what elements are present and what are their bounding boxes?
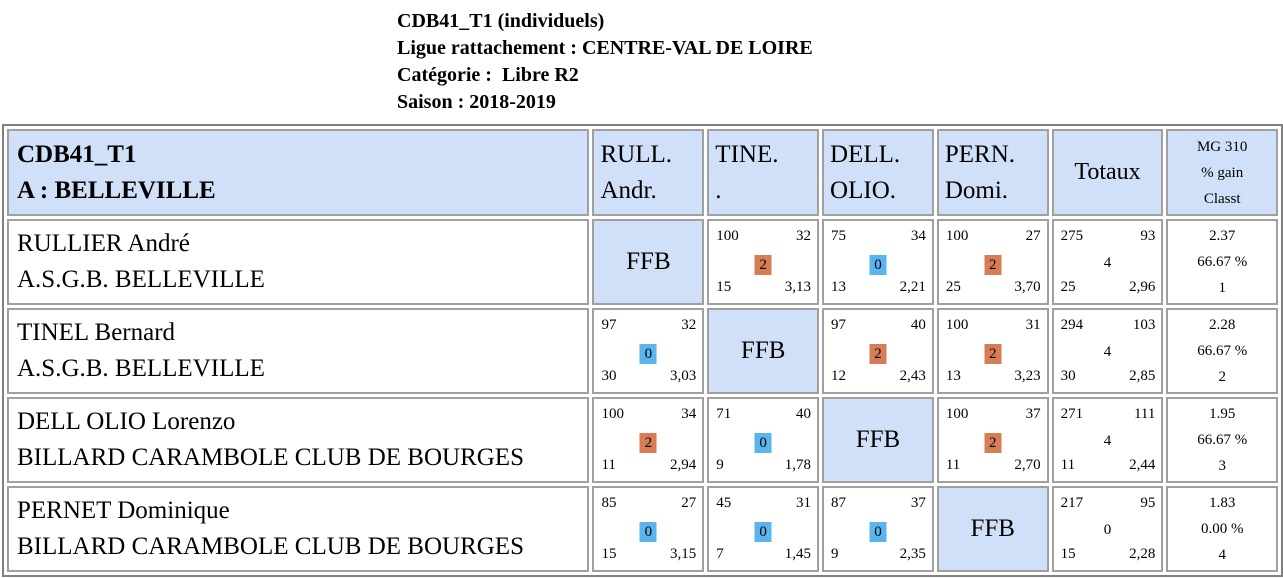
totals-average: 2,85 bbox=[1129, 368, 1156, 384]
totals-points: 217 bbox=[1060, 495, 1084, 511]
ffb-cell: FFB bbox=[937, 486, 1049, 572]
totals-cell bbox=[1052, 397, 1164, 483]
match-points-badge: 2 bbox=[984, 433, 1001, 453]
totals-points: 294 bbox=[1060, 317, 1084, 333]
match-average: 2,35 bbox=[899, 546, 926, 562]
column-header-line2: Andr. bbox=[600, 176, 657, 204]
match-innings: 37 bbox=[1025, 406, 1041, 422]
win-percentage: 66.67 % bbox=[1197, 254, 1248, 270]
table-header-row bbox=[7, 129, 1278, 216]
match-average: 3,13 bbox=[784, 279, 812, 295]
table-row bbox=[7, 219, 1278, 305]
match-cell bbox=[937, 397, 1049, 483]
match-points-scored: 100 bbox=[945, 317, 969, 333]
general-average: 2.37 bbox=[1209, 228, 1236, 244]
match-average: 1,78 bbox=[784, 457, 812, 473]
ranking: 3 bbox=[1218, 458, 1226, 474]
totals-cell bbox=[1052, 219, 1164, 305]
match-best-series: 11 bbox=[945, 457, 961, 473]
match-best-series: 12 bbox=[831, 368, 847, 384]
category-line: Catégorie : Libre R2 bbox=[397, 64, 579, 86]
player-cell bbox=[7, 308, 589, 394]
totals-best-series: 25 bbox=[1060, 279, 1076, 295]
totals-cell bbox=[1052, 308, 1164, 394]
ffb-cell: FFB bbox=[822, 397, 934, 483]
totals-match-points: 4 bbox=[1103, 433, 1112, 449]
player-name: PERNET Dominique bbox=[17, 497, 230, 524]
match-points-scored: 85 bbox=[601, 495, 617, 511]
stats-cell bbox=[1166, 308, 1278, 394]
match-best-series: 15 bbox=[716, 279, 732, 295]
player-club: BILLARD CARAMBOLE CLUB DE BOURGES bbox=[17, 533, 524, 560]
match-points-scored: 100 bbox=[945, 228, 969, 244]
match-innings: 40 bbox=[910, 317, 926, 333]
player-name: RULLIER André bbox=[17, 230, 190, 257]
match-cell bbox=[592, 308, 704, 394]
player-cell bbox=[7, 486, 589, 572]
match-average: 2,70 bbox=[1014, 457, 1041, 473]
match-cell bbox=[822, 308, 934, 394]
player-cell bbox=[7, 397, 589, 483]
player-club: BILLARD CARAMBOLE CLUB DE BOURGES bbox=[17, 444, 524, 471]
match-points-badge: 0 bbox=[640, 522, 657, 542]
match-points-scored: 100 bbox=[945, 406, 969, 422]
totals-innings: 111 bbox=[1133, 406, 1156, 422]
ranking: 1 bbox=[1218, 280, 1226, 296]
match-best-series: 13 bbox=[831, 279, 847, 295]
stats-cell bbox=[1166, 397, 1278, 483]
match-average: 3,23 bbox=[1014, 368, 1041, 384]
match-innings: 40 bbox=[796, 406, 812, 422]
column-header-line1: TINE. bbox=[715, 140, 779, 168]
ranking: 2 bbox=[1218, 369, 1226, 385]
column-header-line2: Domi. bbox=[944, 176, 1009, 204]
match-innings: 32 bbox=[681, 317, 697, 333]
general-average: 1.95 bbox=[1209, 406, 1236, 422]
match-best-series: 9 bbox=[716, 457, 724, 473]
match-innings: 37 bbox=[910, 495, 926, 511]
match-points-badge: 0 bbox=[755, 522, 772, 542]
match-innings: 34 bbox=[681, 406, 697, 422]
match-points-scored: 97 bbox=[831, 317, 847, 333]
match-innings: 34 bbox=[910, 228, 926, 244]
match-points-scored: 97 bbox=[601, 317, 617, 333]
match-innings: 31 bbox=[1025, 317, 1041, 333]
column-header-line1: DELL. bbox=[830, 140, 901, 168]
match-cell bbox=[707, 486, 819, 572]
column-header-pern bbox=[937, 129, 1049, 216]
match-points-badge: 2 bbox=[869, 344, 886, 364]
stats-cell bbox=[1166, 486, 1278, 572]
totals-header: Totaux bbox=[1052, 129, 1164, 216]
match-points-scored: 100 bbox=[716, 228, 739, 244]
page-header bbox=[397, 8, 813, 116]
player-name: TINEL Bernard bbox=[17, 319, 176, 346]
match-points-scored: 75 bbox=[831, 228, 847, 244]
match-points-badge: 2 bbox=[755, 255, 772, 275]
column-header-line1: RULL. bbox=[600, 140, 673, 168]
column-header-line2: OLIO. bbox=[830, 176, 897, 204]
totals-match-points: 4 bbox=[1103, 255, 1112, 271]
match-points-badge: 2 bbox=[984, 255, 1001, 275]
column-header-line2: . bbox=[715, 176, 722, 204]
match-cell bbox=[937, 308, 1049, 394]
match-best-series: 9 bbox=[831, 546, 839, 562]
match-cell bbox=[592, 397, 704, 483]
totals-match-points: 0 bbox=[1103, 522, 1112, 538]
match-best-series: 11 bbox=[601, 457, 616, 473]
match-best-series: 7 bbox=[716, 546, 724, 562]
column-header-line1: PERN. bbox=[944, 140, 1015, 168]
corner-title: CDB41_T1 bbox=[17, 140, 137, 168]
match-average: 3,03 bbox=[670, 368, 697, 384]
player-cell bbox=[7, 219, 589, 305]
match-average: 2,21 bbox=[899, 279, 926, 295]
season-line: Saison : 2018-2019 bbox=[397, 91, 556, 113]
ffb-cell: FFB bbox=[592, 219, 704, 305]
win-percentage: 66.67 % bbox=[1197, 343, 1248, 359]
column-header-dell bbox=[822, 129, 934, 216]
totals-best-series: 30 bbox=[1060, 368, 1076, 384]
corner-header bbox=[7, 129, 589, 216]
match-average: 1,45 bbox=[784, 546, 812, 562]
match-points-scored: 45 bbox=[716, 495, 732, 511]
match-best-series: 30 bbox=[601, 368, 617, 384]
totals-points: 275 bbox=[1060, 228, 1084, 244]
match-average: 3,15 bbox=[670, 546, 697, 562]
match-best-series: 13 bbox=[945, 368, 961, 384]
totals-best-series: 11 bbox=[1060, 457, 1076, 473]
totals-match-points: 4 bbox=[1103, 344, 1112, 360]
totals-innings: 93 bbox=[1140, 228, 1156, 244]
table-row bbox=[7, 308, 1278, 394]
match-average: 3,70 bbox=[1014, 279, 1041, 295]
match-cell bbox=[707, 219, 819, 305]
match-cell bbox=[822, 486, 934, 572]
match-average: 2,43 bbox=[899, 368, 926, 384]
corner-group: A : BELLEVILLE bbox=[17, 176, 216, 204]
ffb-cell: FFB bbox=[707, 308, 819, 394]
match-innings: 31 bbox=[796, 495, 812, 511]
player-name: DELL OLIO Lorenzo bbox=[17, 408, 236, 435]
mg-header-line1: MG 310 bbox=[1196, 138, 1248, 155]
match-cell bbox=[592, 486, 704, 572]
match-points-badge: 0 bbox=[869, 255, 886, 275]
match-points-badge: 2 bbox=[640, 433, 657, 453]
table-row bbox=[7, 397, 1278, 483]
match-cell bbox=[707, 397, 819, 483]
match-innings: 27 bbox=[681, 495, 697, 511]
match-average: 2,94 bbox=[670, 457, 697, 473]
totals-innings: 103 bbox=[1132, 317, 1156, 333]
match-points-scored: 100 bbox=[601, 406, 624, 422]
totals-best-series: 15 bbox=[1060, 546, 1076, 562]
stats-cell bbox=[1166, 219, 1278, 305]
mg-header bbox=[1166, 129, 1278, 216]
match-innings: 27 bbox=[1025, 228, 1041, 244]
match-best-series: 15 bbox=[601, 546, 617, 562]
totals-cell bbox=[1052, 486, 1164, 572]
general-average: 1.83 bbox=[1209, 495, 1236, 511]
win-percentage: 0.00 % bbox=[1200, 521, 1244, 537]
win-percentage: 66.67 % bbox=[1197, 432, 1248, 448]
totals-average: 2,28 bbox=[1129, 546, 1156, 562]
player-club: A.S.G.B. BELLEVILLE bbox=[17, 355, 265, 382]
match-points-badge: 0 bbox=[869, 522, 886, 542]
match-points-badge: 2 bbox=[984, 344, 1001, 364]
match-best-series: 25 bbox=[945, 279, 961, 295]
mg-header-line3: Classt bbox=[1203, 190, 1241, 207]
match-points-badge: 0 bbox=[640, 344, 657, 364]
totals-points: 271 bbox=[1060, 406, 1084, 422]
general-average: 2.28 bbox=[1209, 317, 1236, 333]
column-header-rull bbox=[592, 129, 704, 216]
match-cell bbox=[822, 219, 934, 305]
column-header-tine bbox=[707, 129, 819, 216]
match-points-scored: 71 bbox=[716, 406, 732, 422]
competition-title: CDB41_T1 (individuels) bbox=[397, 10, 605, 32]
mg-header-line2: % gain bbox=[1201, 164, 1244, 181]
match-cell bbox=[937, 219, 1049, 305]
totals-average: 2,96 bbox=[1129, 279, 1156, 295]
totals-innings: 95 bbox=[1140, 495, 1156, 511]
table-row bbox=[7, 486, 1278, 572]
totals-average: 2,44 bbox=[1129, 457, 1156, 473]
match-innings: 32 bbox=[796, 228, 812, 244]
match-points-badge: 0 bbox=[755, 433, 772, 453]
league-line: Ligue rattachement : CENTRE-VAL DE LOIRE bbox=[397, 37, 813, 59]
results-table bbox=[2, 124, 1283, 577]
match-points-scored: 87 bbox=[831, 495, 847, 511]
ranking: 4 bbox=[1218, 547, 1226, 563]
player-club: A.S.G.B. BELLEVILLE bbox=[17, 266, 265, 293]
